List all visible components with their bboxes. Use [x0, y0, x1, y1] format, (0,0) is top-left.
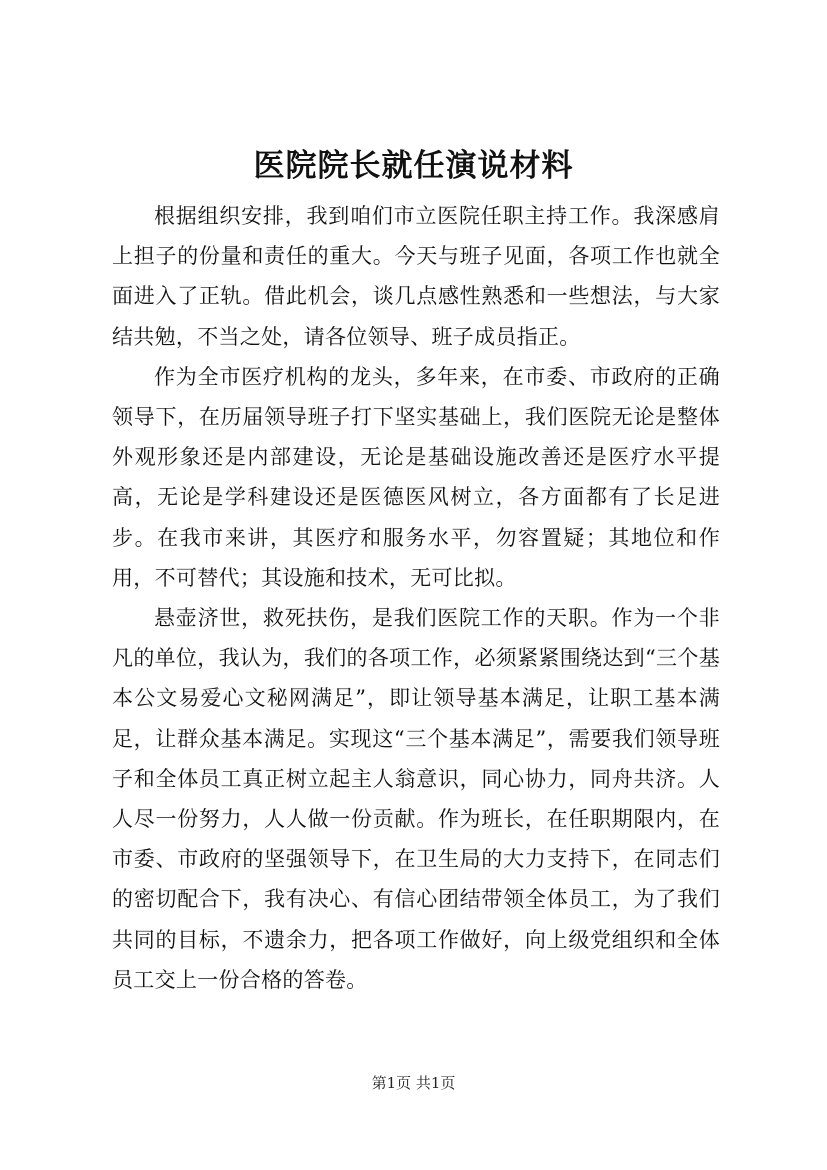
paragraph-2: 作为全市医疗机构的龙头，多年来，在市委、市政府的正确领导下，在历届领导班子打下坚实基础上，我们医院无论是整体外观形象还是内部建设，无论是基础设施改善还是医疗水平提高，无论是学科建设还是医德医风树立，各方面都有了长足进步。在我市来讲，其医疗和服务水平，勿容置疑；其地位和作用，不可替代；其设施和技术，无可比拟。 [112, 364, 720, 590]
document-title: 医院院长就任演说材料 [253, 148, 574, 184]
paragraph-3: 悬壶济世，救死扶伤，是我们医院工作的天职。作为一个非凡的单位，我认为，我们的各项工作，必须紧紧围绕达到“三个基本公文易爱心文秘网满足”，即让领导基本满足，让职工基本满足，让群众基本满足。实现这“三个基本满足”，需要我们领导班子和全体员工真正树立起主人翁意识，同心协力，同舟共济。人人尽一份努力，人人做一份贡献。作为班长，在任职期限内，在市委、市政府的坚强领导下，在卫生局的大力支持下，在同志们的密切配合下，我有决心、有信心团结带领全体员工，为了我们共同的目标，不遗余力，把各项工作做好，向上级党组织和全体员工交上一份合格的答卷。 [112, 606, 720, 992]
document-body [112, 196, 720, 1000]
page-footer: 第1页 共1页 [371, 1074, 456, 1092]
paragraph-1: 根据组织安排，我到咱们市立医院任职主持工作。我深感肩上担子的份量和责任的重大。今天与班子见面，各项工作也就全面进入了正轨。借此机会，谈几点感性熟悉和一些想法，与大家结共勉，不当之处，请各位领导、班子成员指正。 [112, 204, 720, 349]
